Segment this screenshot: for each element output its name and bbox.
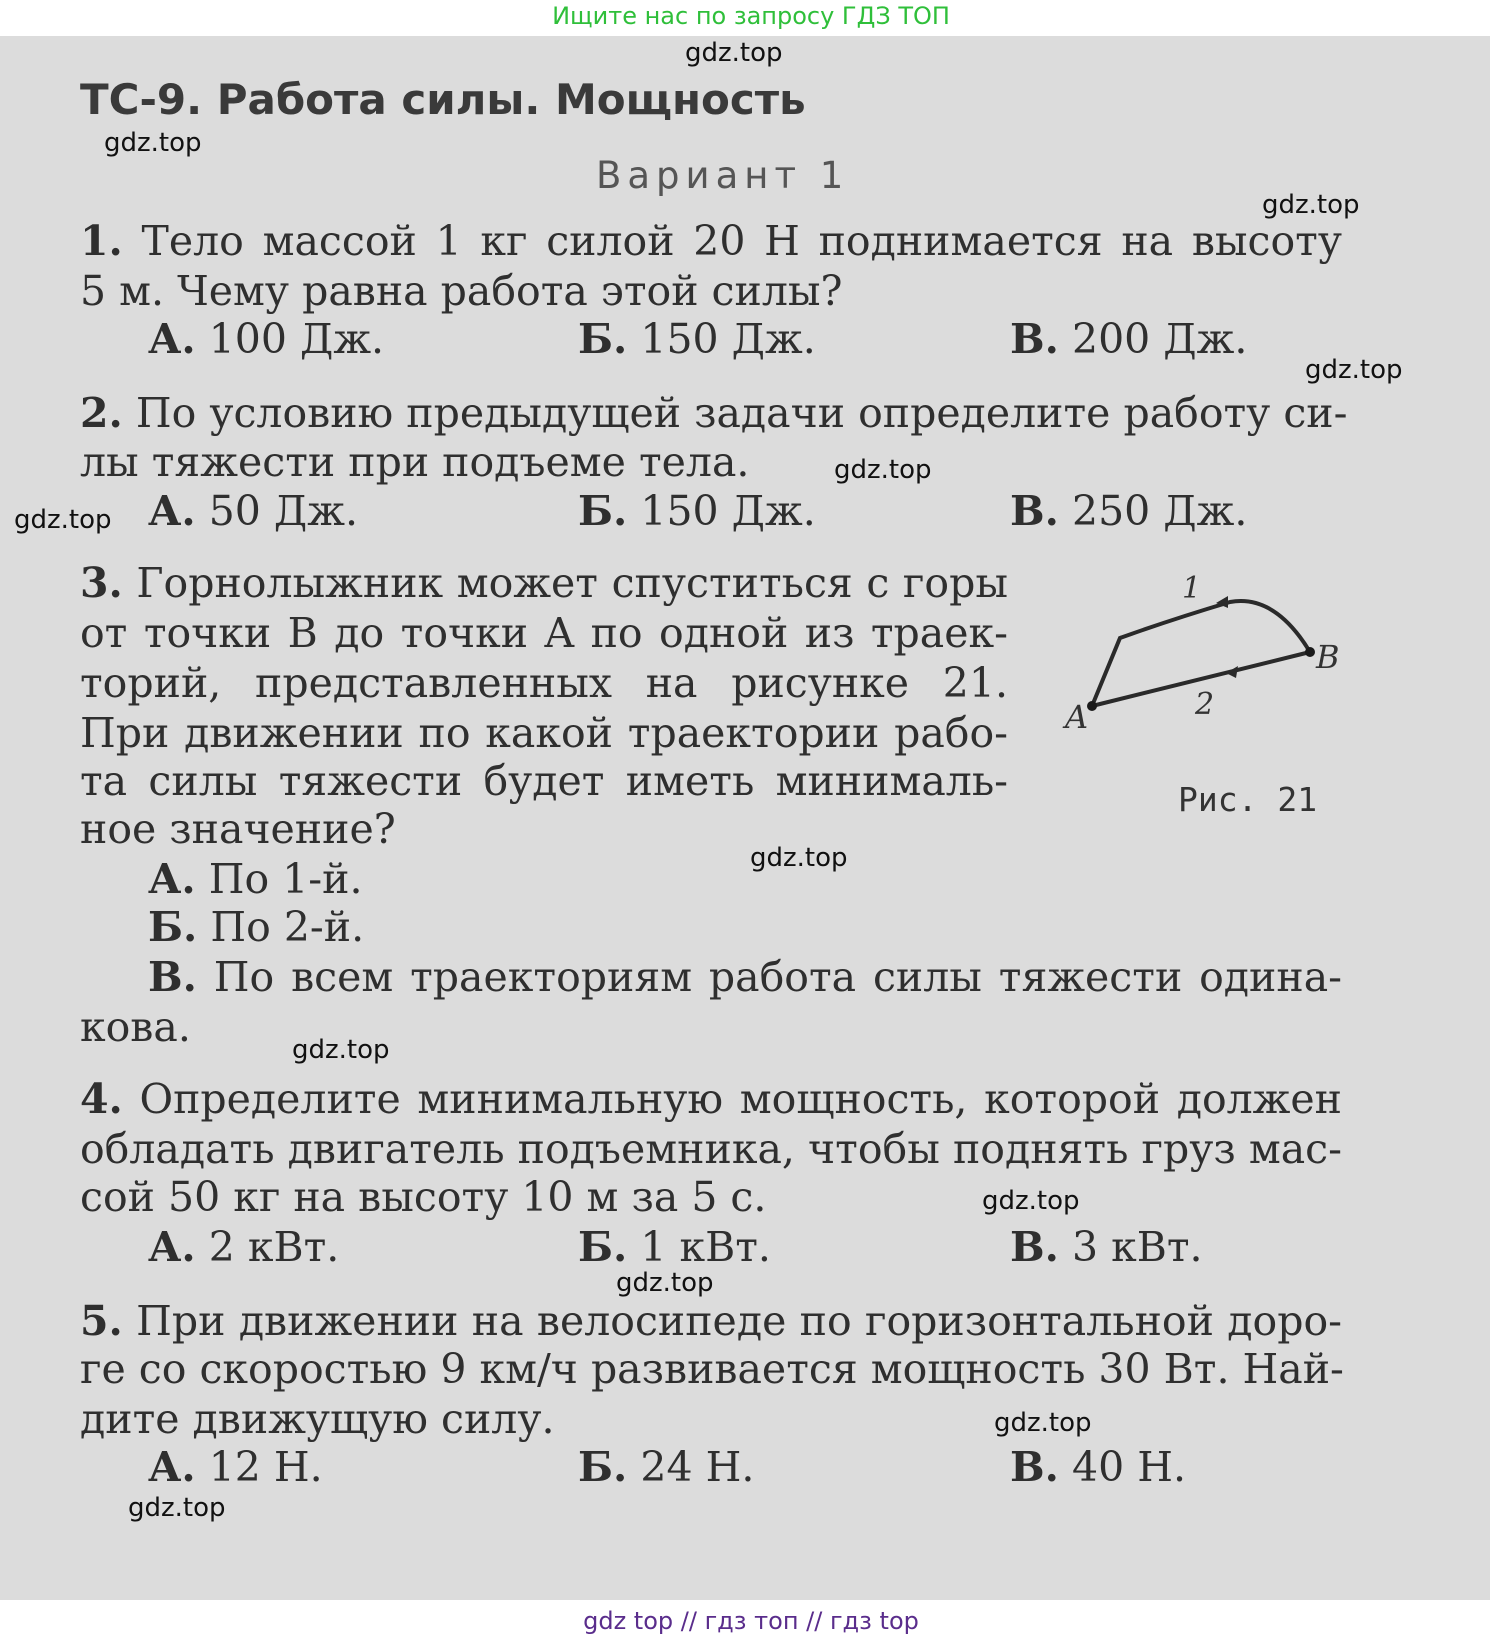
figure-21-trajectories xyxy=(1060,560,1360,760)
watermark: gdz.top xyxy=(982,1186,1080,1216)
q3-text-line5: та силы тяжести будет иметь минималь- xyxy=(80,757,1008,805)
q1-number: 1. xyxy=(80,217,123,265)
watermark: gdz.top xyxy=(1262,190,1360,220)
q3-text-line2: от точки B до точки A по одной из траек- xyxy=(80,609,1008,657)
q5-option-c-text: 40 Н. xyxy=(1071,1443,1186,1491)
q5-option-c-letter: В. xyxy=(1010,1443,1059,1491)
q2-line1 xyxy=(80,388,1348,438)
q2-option-b-text: 150 Дж. xyxy=(640,487,816,535)
q1-text-line1: Тело массой 1 кг силой 20 Н поднимается на высоту xyxy=(141,217,1342,265)
q2-number: 2. xyxy=(80,389,123,437)
watermark: gdz.top xyxy=(292,1035,390,1065)
q3-option-b-letter: Б. xyxy=(148,903,198,951)
q4-text-line1: Определите минимальную мощность, которой должен xyxy=(139,1075,1342,1123)
watermark: gdz.top xyxy=(994,1408,1092,1438)
trajectory-2-arrow xyxy=(1226,666,1238,678)
q3-option-a-text: По 1-й. xyxy=(208,855,363,903)
q2-text-line1: По условию предыдущей задачи определите работу си- xyxy=(135,389,1348,437)
q4-number: 4. xyxy=(80,1075,123,1123)
q4-line1 xyxy=(80,1074,1342,1124)
q2-option-c-letter: В. xyxy=(1010,487,1059,535)
q1-option-b xyxy=(578,314,816,364)
q5-option-a-text: 12 Н. xyxy=(208,1443,323,1491)
q3-text-line3: торий, представленных на рисунке 21. xyxy=(80,659,1008,707)
q3-option-c-continued: кова. xyxy=(80,1003,191,1051)
q5-option-a-letter: А. xyxy=(148,1443,196,1491)
point-b-label: B xyxy=(1316,638,1340,676)
q4-option-b xyxy=(578,1222,771,1272)
q3-text-line4: При движении по какой траектории рабо- xyxy=(80,709,1008,757)
watermark: gdz.top xyxy=(834,455,932,485)
q5-text-line1: При движении на велосипеде по горизонтальной доро- xyxy=(136,1297,1342,1345)
q5-option-c xyxy=(1010,1442,1186,1492)
point-a-label: A xyxy=(1065,698,1089,736)
q5-option-b xyxy=(578,1442,754,1492)
q1-text-line2: 5 м. Чему равна работа этой силы? xyxy=(80,267,843,315)
watermark: gdz.top xyxy=(14,505,112,535)
q3-option-c-letter: В. xyxy=(148,953,197,1001)
q4-option-c-letter: В. xyxy=(1010,1223,1059,1271)
q1-option-a xyxy=(148,314,384,364)
trajectory-2-label: 2 xyxy=(1195,687,1215,722)
watermark: gdz.top xyxy=(685,38,783,68)
q5-text-line2: ге со скоростью 9 км/ч развивается мощность 30 Вт. Най- xyxy=(80,1345,1344,1393)
variant-heading: Вариант 1 xyxy=(596,154,850,197)
watermark: gdz.top xyxy=(128,1493,226,1523)
q2-option-c-text: 250 Дж. xyxy=(1071,487,1248,535)
q2-option-b-letter: Б. xyxy=(578,487,628,535)
q4-option-b-letter: Б. xyxy=(578,1223,628,1271)
q2-text-line2: лы тяжести при подъеме тела. xyxy=(80,438,750,486)
figure-21-caption: Рис. 21 xyxy=(1178,780,1318,819)
q4-option-a-letter: А. xyxy=(148,1223,196,1271)
q4-option-a xyxy=(148,1222,339,1272)
q3-option-b xyxy=(148,902,364,952)
q3-option-a-letter: А. xyxy=(148,855,196,903)
q1-line1 xyxy=(80,216,1342,266)
bottom-banner: gdz top // гдз топ // гдз top xyxy=(583,1607,919,1635)
trajectory-1-label: 1 xyxy=(1182,571,1202,606)
q1-option-b-letter: Б. xyxy=(578,315,628,363)
q4-option-b-text: 1 кВт. xyxy=(640,1223,771,1271)
watermark: gdz.top xyxy=(104,128,202,158)
watermark: gdz.top xyxy=(750,843,848,873)
q1-option-a-text: 100 Дж. xyxy=(208,315,385,363)
q3-number: 3. xyxy=(80,559,123,607)
q4-option-c xyxy=(1010,1222,1203,1272)
q2-option-c xyxy=(1010,486,1247,536)
top-banner: Ищите нас по запросу ГДЗ ТОП xyxy=(552,2,950,30)
q5-line1 xyxy=(80,1296,1342,1346)
page-title: ТС-9. Работа силы. Мощность xyxy=(80,75,806,124)
q3-text-line6: ное значение? xyxy=(80,805,396,853)
point-a-dot xyxy=(1087,701,1097,711)
q5-text-line3: дите движущую силу. xyxy=(80,1395,555,1443)
q3-text-line1: Горнолыжник может спуститься с горы xyxy=(136,559,1008,607)
q4-option-c-text: 3 кВт. xyxy=(1071,1223,1203,1271)
q4-text-line2: обладать двигатель подъемника, чтобы поднять груз мас- xyxy=(80,1125,1342,1173)
q3-option-c xyxy=(148,952,1342,1002)
q1-option-c-text: 200 Дж. xyxy=(1071,315,1248,363)
q1-option-c xyxy=(1010,314,1247,364)
q2-option-b xyxy=(578,486,816,536)
watermark: gdz.top xyxy=(1305,355,1403,385)
q3-option-a xyxy=(148,854,363,904)
q1-option-c-letter: В. xyxy=(1010,315,1059,363)
q5-option-b-letter: Б. xyxy=(578,1443,628,1491)
q2-option-a-letter: А. xyxy=(148,487,196,535)
q5-number: 5. xyxy=(80,1297,123,1345)
q3-option-c-text: По всем траекториям работа силы тяжести одина- xyxy=(213,953,1342,1001)
q3-line1 xyxy=(80,558,1008,608)
watermark: gdz.top xyxy=(616,1268,714,1298)
q5-option-b-text: 24 Н. xyxy=(640,1443,755,1491)
q5-option-a xyxy=(148,1442,323,1492)
q1-option-a-letter: А. xyxy=(148,315,196,363)
q2-option-a xyxy=(148,486,358,536)
q1-option-b-text: 150 Дж. xyxy=(640,315,816,363)
q4-option-a-text: 2 кВт. xyxy=(208,1223,340,1271)
q3-option-b-text: По 2-й. xyxy=(210,903,365,951)
q2-option-a-text: 50 Дж. xyxy=(208,487,359,535)
point-b-dot xyxy=(1305,647,1315,657)
q4-text-line3: сой 50 кг на высоту 10 м за 5 с. xyxy=(80,1173,767,1221)
